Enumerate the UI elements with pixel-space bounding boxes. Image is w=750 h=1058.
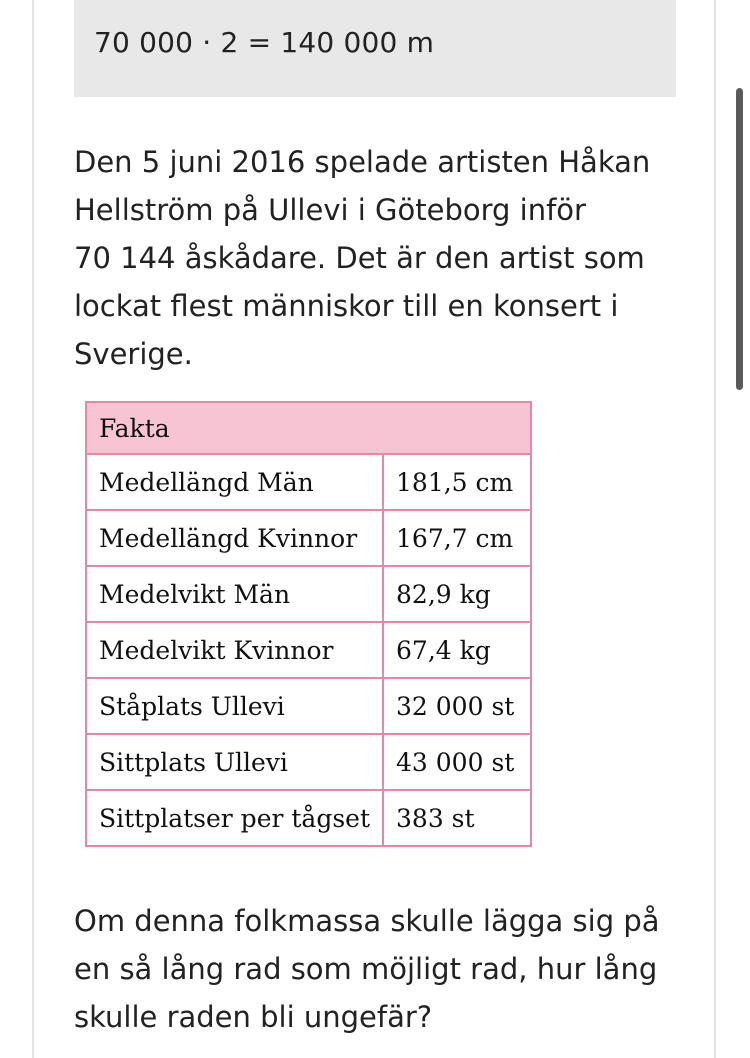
- intro-line: Hellström på Ullevi i Göteborg inför: [74, 193, 586, 227]
- intro-line: 70 144 åskådare. Det är den artist som: [74, 241, 645, 275]
- fact-label: Medelvikt Män: [86, 566, 383, 622]
- fact-value: 167,7 cm: [383, 510, 531, 566]
- fact-label: Sittplatser per tågset: [86, 790, 383, 846]
- scrollbar[interactable]: [736, 88, 743, 390]
- intro-line: Den 5 juni 2016 spelade artisten Håkan: [74, 145, 651, 179]
- calculation-box: [74, 0, 676, 97]
- table-row: [86, 566, 531, 622]
- fact-table-header-row: [86, 402, 531, 454]
- intro-line: lockat flest människor till en konsert i: [74, 289, 619, 323]
- fact-value: 67,4 kg: [383, 622, 531, 678]
- table-row: [86, 454, 531, 510]
- fact-label: Medelvikt Kvinnor: [86, 622, 383, 678]
- table-row: [86, 790, 531, 846]
- fact-label: Ståplats Ullevi: [86, 678, 383, 734]
- fact-value: 82,9 kg: [383, 566, 531, 622]
- table-row: [86, 734, 531, 790]
- fact-label: Sittplats Ullevi: [86, 734, 383, 790]
- question-line: en så lång rad som möjligt rad, hur lång: [74, 952, 658, 986]
- fact-table-header: Fakta: [86, 402, 531, 454]
- fact-value: 32 000 st: [383, 678, 531, 734]
- fact-value: 181,5 cm: [383, 454, 531, 510]
- fact-label: Medellängd Män: [86, 454, 383, 510]
- fact-value: 383 st: [383, 790, 531, 846]
- question-paragraph: [74, 897, 684, 1041]
- question-line: Om denna folkmassa skulle lägga sig på: [74, 904, 660, 938]
- intro-paragraph: [74, 138, 684, 378]
- table-row: [86, 678, 531, 734]
- table-row: [86, 510, 531, 566]
- table-row: [86, 622, 531, 678]
- calculation-text: 70 000 · 2 = 140 000 m: [94, 26, 435, 59]
- intro-line: Sverige.: [74, 337, 193, 371]
- fact-value: 43 000 st: [383, 734, 531, 790]
- fact-table: [85, 401, 532, 847]
- question-line: skulle raden bli ungefär?: [74, 1000, 433, 1034]
- fact-label: Medellängd Kvinnor: [86, 510, 383, 566]
